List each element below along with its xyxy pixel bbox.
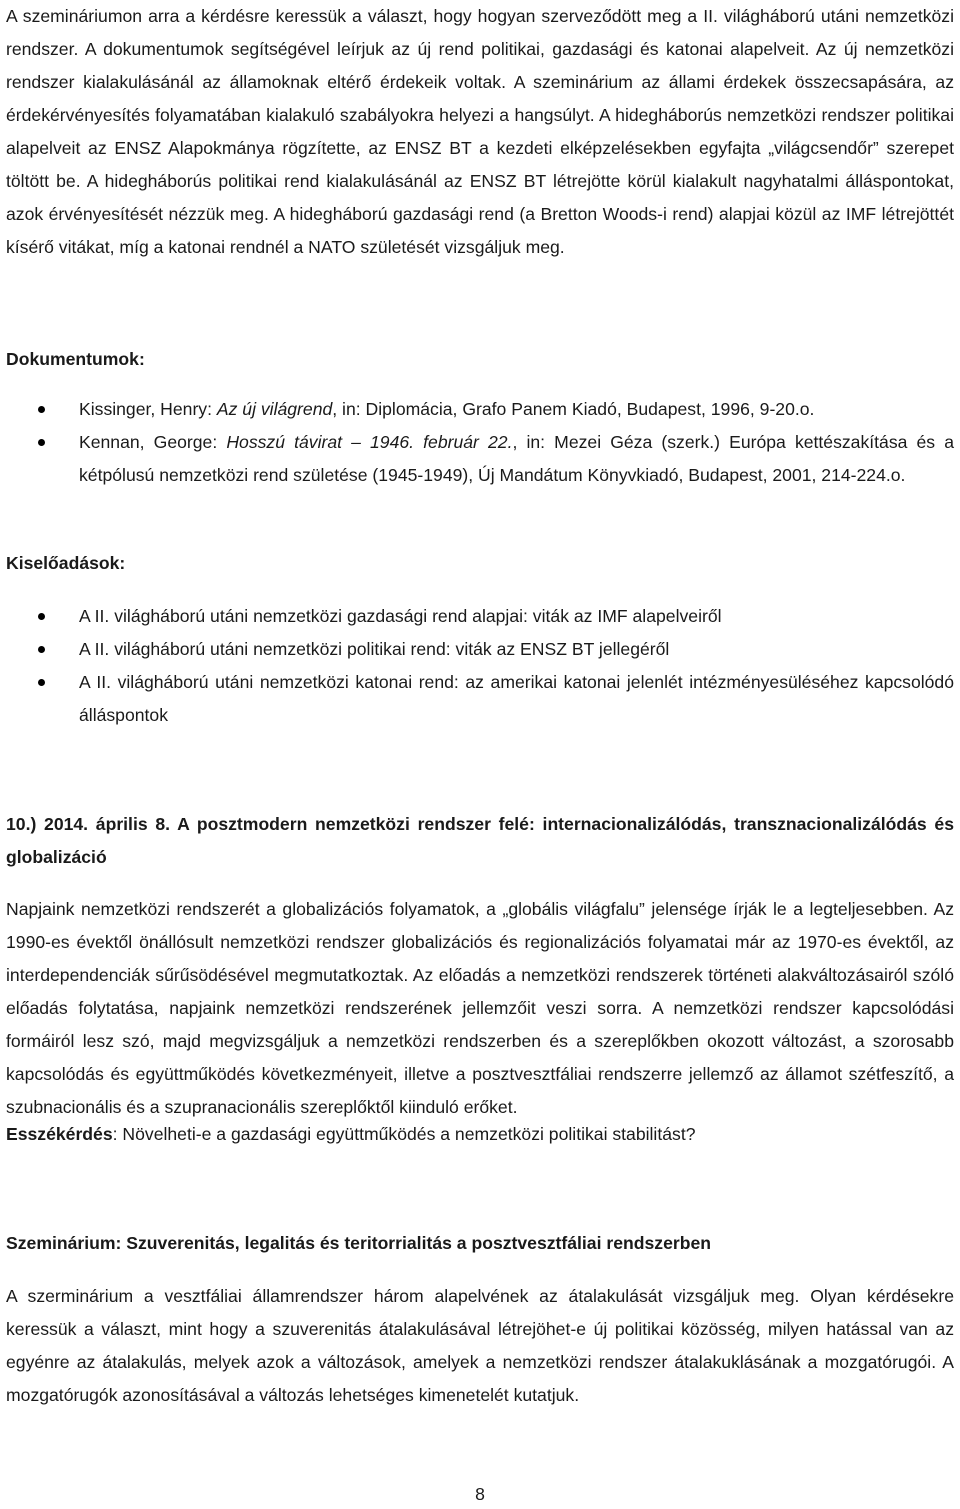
- seminar-title: Szeminárium: Szuverenitás, legalitás és teritorrialitás a posztvesztfáliai rendszerben: [6, 1233, 711, 1253]
- bullet-icon: [38, 406, 45, 413]
- seminar-paragraph: A szerminárium a vesztfáliai államrendszer három alapelvének az átalakulását vizsgáljuk meg. Olyan kérdésekre keressük a választ, mint hogy a szuverenitás átalakulásával létrejöhet-e új politikai közösség, milyen hatással van az egyénre az átalakulás, melyek azok a változások, amelyek a nemzetközi rendszer átalakuklásának a mozgatórugói. A mozgatórugók azonosításával a változás lehetséges kimenetelét kutatjuk.: [6, 1286, 954, 1405]
- bullet-icon: [38, 646, 45, 653]
- intro-s3: Az új nemzetközi rendszer kialakulásánál az államoknak eltérő érdekeik voltak.: [6, 39, 955, 92]
- intro-s2: A dokumentumok segítségével leírjuk az új rend politikai, gazdasági és katonai alapelveit.: [84, 39, 810, 59]
- list-item: A II. világháború utáni nemzetközi politikai rend: viták az ENSZ BT jellegéről: [6, 633, 954, 666]
- lectures-list: [6, 600, 954, 732]
- intro-s1: A szemináriumon arra a kérdésre keressük a választ, hogy hogyan szerveződött meg a II. világháború utáni nemzetközi rendszer.: [6, 6, 954, 59]
- intro-s7: A hidegháború gazdasági rend (a Bretton Woods-i rend) alapjai közül az IMF létrejöttét kísérő vitákat, míg a katonai rendnél a NATO születését vizsgáljuk meg.: [6, 204, 954, 257]
- bullet-icon: [38, 613, 45, 620]
- essay-label: Esszékérdés: [6, 1124, 113, 1144]
- intro-s6: A hidegháborús politikai rend kialakulásánál az ENSZ BT létrejötte körül kialakult nagyhatalmi álláspontokat, azok érvényesítését nézzük meg.: [6, 171, 954, 224]
- essay-text: : Növelheti-e a gazdasági együttműködés a nemzetközi politikai stabilitást?: [112, 1124, 696, 1144]
- bullet-icon: [38, 439, 45, 446]
- intro-s4: A szeminárium az állami érdekek összecsapására, az érdekérvényesítés folyamatában kialakuló szabályokra helyezi a hangsúlyt.: [6, 72, 954, 125]
- list-item: A II. világháború utáni nemzetközi katonai rend: az amerikai katonai jelenlét intézményesüléséhez kapcsolódó álláspontok: [6, 666, 954, 732]
- list-item: Kissinger, Henry: Az új világrend, in: Diplomácia, Grafo Panem Kiadó, Budapest, 1996, 9-20.o.: [6, 393, 954, 426]
- intro-s5: A hidegháborús nemzetközi rendszer politikai alapelveit az ENSZ Alapokmánya rögzítette, az ENSZ BT a kezdeti elképzelésekben egyfajta „világcsendőr” szerepet töltött be.: [6, 105, 954, 191]
- lecture-10-paragraph: Napjaink nemzetközi rendszerét a globalizációs folyamatok, a „globális világfalu” jelensége írják le a legteljesebben. Az 1990-es évektől önállósult nemzetközi rendszer globalizációs és regionalizációs folyamatai már az 1970-es évektől, az interdependenciák sűrűsödésével megmutatkoztak. Az előadás a nemzetközi rendszerek történeti alakváltozásairól szóló előadás folytatása, napjaink nemzetközi rendszerének jellemzőit veszi sorra. A nemzetközi rendszer kapcsolódási formáiról lesz szó, majd megvizsgáljuk a nemzetközi rendszerben és a szereplőkben okozott változást, a szorosabb kapcsolódás és együttműködés következményeit, illetve a posztvesztfáliai rendszerre jellemző az államot szétfeszítő, a szubnacionális és a szupranacionális szereplőktől kiinduló erőket.: [6, 899, 954, 1117]
- lecture-10-title: 10.) 2014. április 8. A posztmodern nemzetközi rendszer felé: internacionalizálódás, transznacionalizálódás és globalizáció: [6, 814, 954, 867]
- documents-list: [6, 393, 954, 492]
- bullet-icon: [38, 679, 45, 686]
- lectures-heading: Kiselőadások:: [6, 553, 126, 573]
- essay-question: [6, 1118, 696, 1151]
- documents-heading: Dokumentumok:: [6, 349, 145, 369]
- list-item: Kennan, George: Hosszú távirat – 1946. február 22., in: Mezei Géza (szerk.) Európa kettészakítása és a kétpólusú nemzetközi rend születése (1945-1949), Új Mandátum Könyvkiadó, Budapest, 2001, 214-224.o.: [6, 426, 954, 492]
- intro-paragraph: [6, 0, 954, 264]
- page-number: 8: [475, 1484, 485, 1504]
- list-item: A II. világháború utáni nemzetközi gazdasági rend alapjai: viták az IMF alapelveiről: [6, 600, 954, 633]
